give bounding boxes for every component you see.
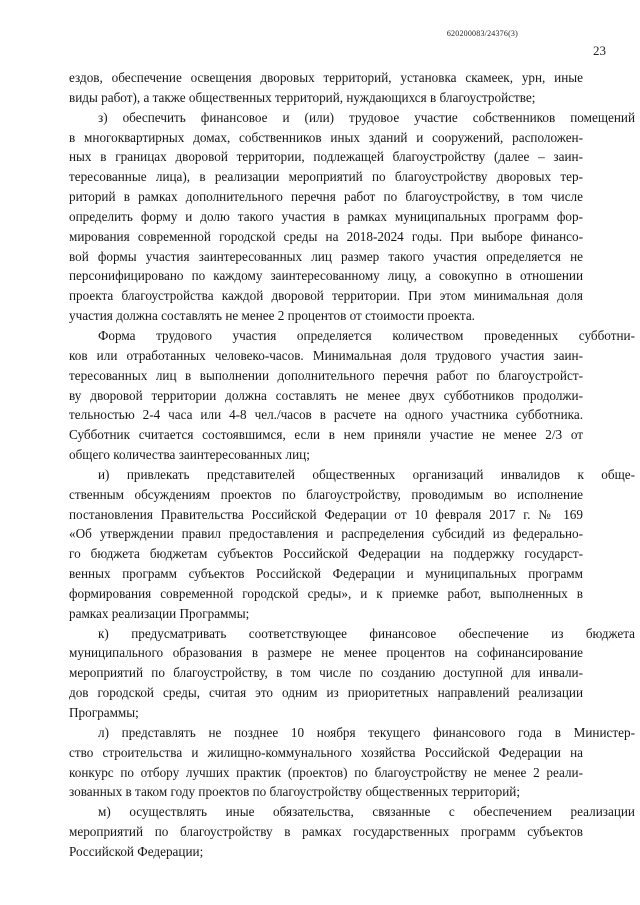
text-line: дов городской среды, считая это одним из приоритетных направлений реализации <box>69 685 583 701</box>
text-line: конкурс по отбору лучших практик (проектов) по благоустройству не менее 2 реали- <box>69 764 583 780</box>
text-line: м) осуществлять иные обязательства, связанные с обеспечением реализации <box>98 804 635 820</box>
text-line: персонифицировано по каждому заинтересованному лицу, а совокупно в отношении <box>69 268 583 284</box>
text-line: Программы; <box>69 705 139 720</box>
text-line: формирования современной городской среды», и к приемке работ, выполненных в <box>69 585 583 601</box>
text-line: ных в границах дворовой территории, подлежащей благоустройству (далее – заин- <box>69 149 583 165</box>
text-line: риторий в рамках дополнительного перечня работ по благоустройству, в том числе <box>69 189 583 205</box>
paragraph-forma <box>69 326 635 465</box>
text-line: общего количества заинтересованных лиц; <box>69 447 310 463</box>
text-line: л) представлять не позднее 10 ноября текущего финансового года в Министер- <box>98 724 635 740</box>
page-number: 23 <box>593 43 606 58</box>
text-line: в многоквартирных домах, собственников иных зданий и сооружений, расположен- <box>69 129 583 145</box>
paragraph-cont <box>69 68 609 108</box>
text-line: го бюджета бюджетам субъектов Российской Федерации на поддержку государст- <box>69 546 583 562</box>
text-line: ездов, обеспечение освещения дворовых территорий, установка скамеек, урн, иные <box>69 70 583 85</box>
text-line: участия должна составлять не менее 2 процентов от стоимости проекта. <box>69 308 475 324</box>
paragraph-m <box>69 802 635 862</box>
paragraph-z <box>69 108 635 326</box>
text-line: мирования современной городской среды на 2018-2024 годы. При выборе финансо- <box>69 228 583 244</box>
text-line: мероприятий по благоустройству в рамках государственных программ субъектов <box>69 824 583 840</box>
text-line: виды работ), а также общественных территорий, нуждающихся в благоустройстве; <box>69 89 536 105</box>
text-line: венных программ субъектов Российской Федерации и муниципальных программ <box>69 566 583 582</box>
text-line: ство строительства и жилищно-коммунального хозяйства Российской Федерации на <box>69 744 583 760</box>
text-line: тересованные лица), в реализации мероприятий по благоустройству дворовых тер- <box>69 169 583 185</box>
text-line: з) обеспечить финансовое и (или) трудовое участие собственников помещений <box>98 109 635 125</box>
text-line: ственным обсуждениям проектов по благоустройству, проводимым во исполнение <box>69 486 583 502</box>
text-line: «Об утверждении правил предоставления и распределения субсидий из федерально- <box>69 526 583 542</box>
paragraph-l <box>69 723 635 802</box>
text-line: определить форму и долю такого участия в рамках муниципальных программ фор- <box>69 208 583 224</box>
text-line: Российской Федерации; <box>69 843 204 859</box>
document-id: 620200083/24376(3) <box>446 29 518 38</box>
text-line: ков или отработанных человеко-часов. Минимальная доля трудового участия заин- <box>69 347 583 363</box>
text-line: и) привлекать представителей общественных организаций инвалидов к обще- <box>98 466 635 482</box>
text-line: к) предусматривать соответствующее финансовое обеспечение из бюджета <box>98 625 635 641</box>
text-line: зованных в таком году проектов по благоустройству общественных территорий; <box>69 784 520 800</box>
text-line: вой формы участия заинтересованных лиц размер такого участия определяется не <box>69 248 583 264</box>
text-line: мероприятий по благоустройству, в том числе по созданию доступной для инвали- <box>69 665 583 681</box>
text-line: тересованных лиц в выполнении дополнительного перечня работ по благоустройст- <box>69 367 583 383</box>
text-line: постановления Правительства Российской Федерации от 10 февраля 2017 г. № 169 <box>69 506 583 522</box>
text-line: Субботник считается состоявшимся, если в нем приняли участие не менее 2/3 от <box>69 427 583 443</box>
text-line: тельностью 2-4 часа или 4-8 чел./часов в расчете на одного участника субботника. <box>69 407 583 423</box>
text-line: рамках реализации Программы; <box>69 605 250 621</box>
paragraph-i <box>69 465 635 624</box>
text-line: Форма трудового участия определяется количеством проведенных субботни- <box>98 327 635 343</box>
text-line: ву дворовой территории должна составлять не менее двух субботников продолжи- <box>69 387 583 403</box>
text-line: проекта благоустройства каждой дворовой территории. При этом минимальная доля <box>69 288 583 304</box>
paragraph-k <box>69 624 635 723</box>
text-line: муниципального образования в размере не менее процентов на софинансирование <box>69 645 583 661</box>
document-body <box>69 68 635 862</box>
